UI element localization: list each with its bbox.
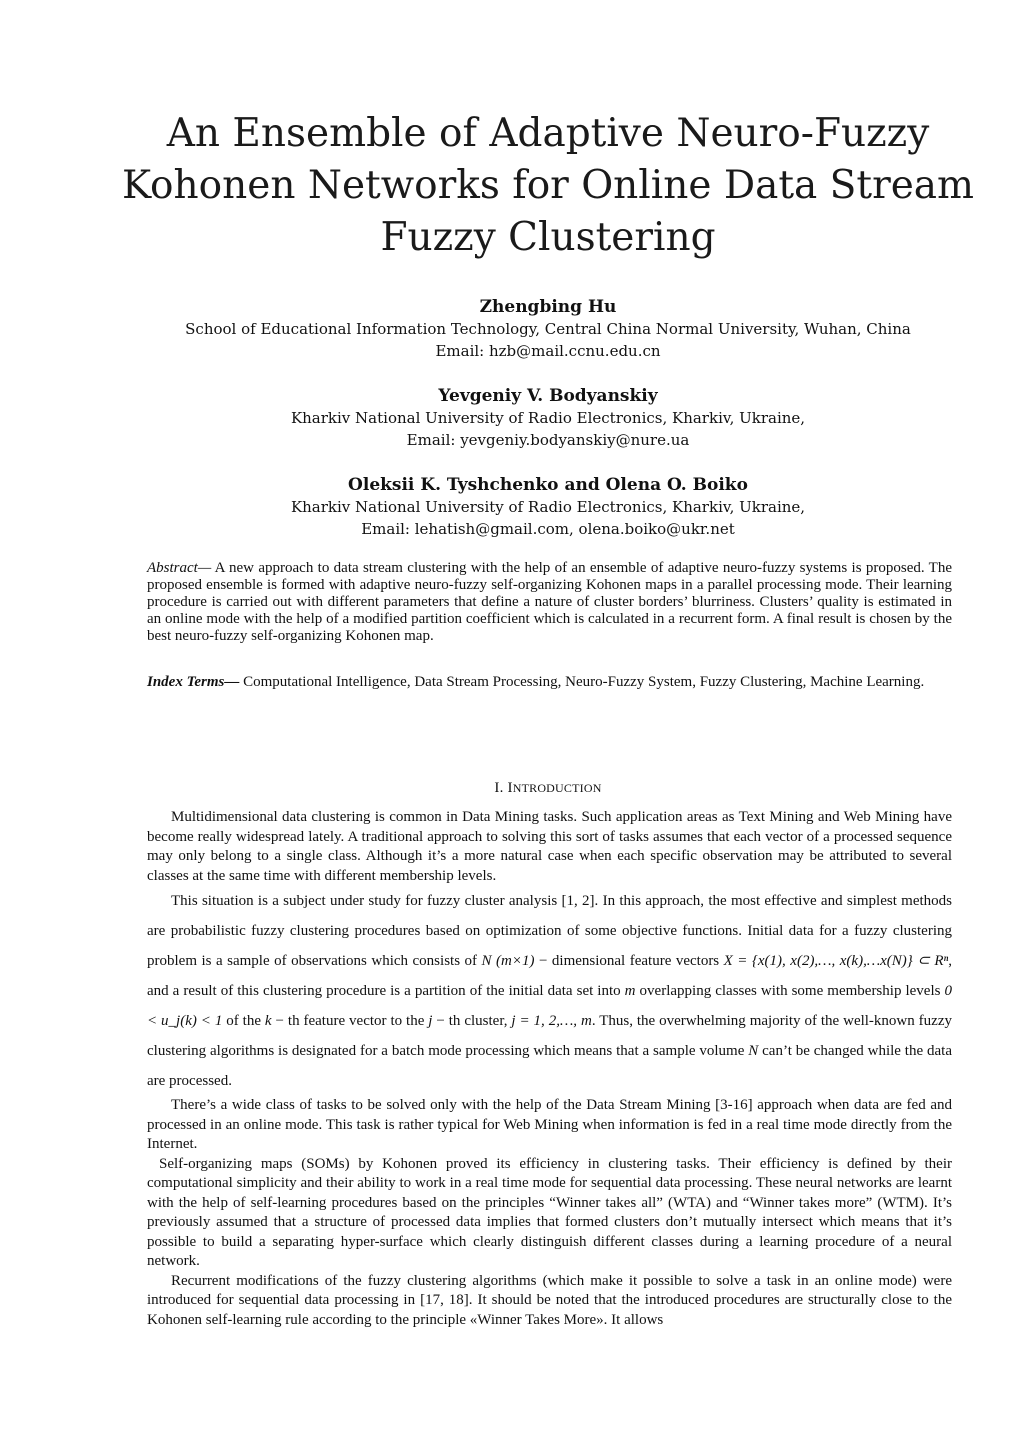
abstract-label: Abstract— — [147, 560, 212, 576]
author-email: Email: yevgeniy.bodyanskiy@nure.ua — [406, 431, 690, 449]
paragraph-4: Self-organizing maps (SOMs) by Kohonen proved its efficiency in clustering tasks. Their efficiency is defined by their computational simplicity and their ability to work in a real time mode for sequential data processing. These neural networks are learnt with the help of self-learning procedures based on the principles “Winner takes all” (WTA) and “Winner takes more” (WTM). It’s previously assumed that a structure of processed data implies that formed clusters don’t mutually intersect which means that it’s possible to build a separating hyper-surface which clearly distinguish different classes during a learning procedure of a neural network. — [147, 1155, 952, 1269]
math-membership: 0 < u_j(k) < 1 — [147, 983, 952, 1029]
index-terms-label: Index Terms— — [147, 674, 240, 690]
title-line-1: An Ensemble of Adaptive Neuro-Fuzzy — [166, 111, 930, 156]
math-j: j — [428, 1013, 433, 1029]
author-affiliation: Kharkiv National University of Radio Electronics, Kharkiv, Ukraine, — [290, 409, 806, 427]
math-k: k — [264, 1013, 272, 1029]
paper-title — [100, 108, 996, 264]
author-affiliation: Kharkiv National University of Radio Electronics, Kharkiv, Ukraine, — [290, 498, 806, 516]
section-heading — [100, 780, 996, 797]
math-N: N — [481, 953, 492, 969]
body-text — [147, 808, 952, 1330]
author-email: Email: hzb@mail.ccnu.edu.cn — [435, 342, 661, 360]
paragraph-2: This situation is a subject under study for fuzzy cluster analysis [1, 2]. In this approach, the most effective and simplest methods are probabilistic fuzzy clustering procedures based on optimization of some objective functions. Initial data for a fuzzy clustering problem is a sample of observations which consists of N (m×1) − dimensional feature vectors X = {x(1), x(2),…, x(k),…x(N)} ⊂ Rⁿ, and a result of this clustering procedure is a partition of the initial data set into m overlapping classes with some membership levels 0 < u_j(k) < 1 of the k − th feature vector to the j − th cluster, j = 1, 2,…, m. Thus, the overwhelming majority of the well-known fuzzy clustering algorithms is designated for a batch mode processing which means that a sample volume N can’t be changed while the data are processed. — [147, 893, 952, 1089]
paragraph-5: Recurrent modifications of the fuzzy clustering algorithms (which make it possible to solve a task in an online mode) were introduced for sequential data processing in [17, 18]. It should be noted that the introduced procedures are structurally close to the Kohonen self-learning rule according to the principle «Winner Takes More». It allows — [147, 1272, 952, 1328]
author-name: Oleksii K. Tyshchenko and Olena O. Boiko — [348, 475, 748, 495]
author-block-1 — [100, 296, 996, 362]
author-name: Zhengbing Hu — [479, 297, 617, 317]
math-X-set: X = {x(1), x(2),…, x(k),…x(N)} ⊂ Rⁿ — [723, 953, 949, 969]
math-m: m — [624, 983, 636, 999]
index-terms-text: Computational Intelligence, Data Stream Processing, Neuro-Fuzzy System, Fuzzy Clustering, Machine Learning. — [239, 674, 925, 690]
paragraph-1: Multidimensional data clustering is common in Data Mining tasks. Such application areas as Text Mining and Web Mining have become really widespread lately. A traditional approach to solving this sort of tasks assumes that each vector of a processed sequence may only belong to a single class. Although it’s a more natural case when each specific observation may be attributed to several classes at the same time with different membership levels. — [147, 809, 952, 884]
section-number: I. — [494, 780, 508, 796]
title-line-2: Kohonen Networks for Online Data Stream — [121, 163, 975, 208]
section-initial: I — [507, 780, 513, 796]
author-email: Email: lehatish@gmail.com, olena.boiko@ukr.net — [361, 520, 735, 538]
author-block-2 — [100, 385, 996, 451]
abstract-text: A new approach to data stream clustering with the help of an ensemble of adaptive neuro-fuzzy systems is proposed. The proposed ensemble is formed with adaptive neuro-fuzzy self-organizing Kohonen maps in a parallel processing mode. Their learning procedure is carried out with different parameters that define a nature of cluster borders’ blurriness. Clusters’ quality is estimated in an online mode with the help of a modified partition coefficient which is calculated in a recurrent form. A final result is chosen by the best neuro-fuzzy self-organizing Kohonen map. — [147, 560, 952, 644]
index-terms — [147, 671, 952, 693]
author-block-3 — [100, 474, 996, 540]
author-affiliation: School of Educational Information Technology, Central China Normal University, Wuhan, China — [185, 320, 911, 338]
math-j-range: j = 1, 2,…, m — [511, 1013, 592, 1029]
author-name: Yevgeniy V. Bodyanskiy — [438, 386, 658, 406]
section-title-rest: NTRODUCTION — [512, 781, 602, 795]
abstract — [147, 560, 952, 645]
math-N: N — [748, 1043, 759, 1059]
title-line-3: Fuzzy Clustering — [380, 215, 716, 260]
paragraph-3: There’s a wide class of tasks to be solved only with the help of the Data Stream Mining [3-16] approach when data are fed and processed in an online mode. This task is rather typical for Web Mining when information is fed in a real time mode directly from the Internet. — [147, 1097, 952, 1152]
math-dimension: (m×1) — [491, 953, 535, 969]
